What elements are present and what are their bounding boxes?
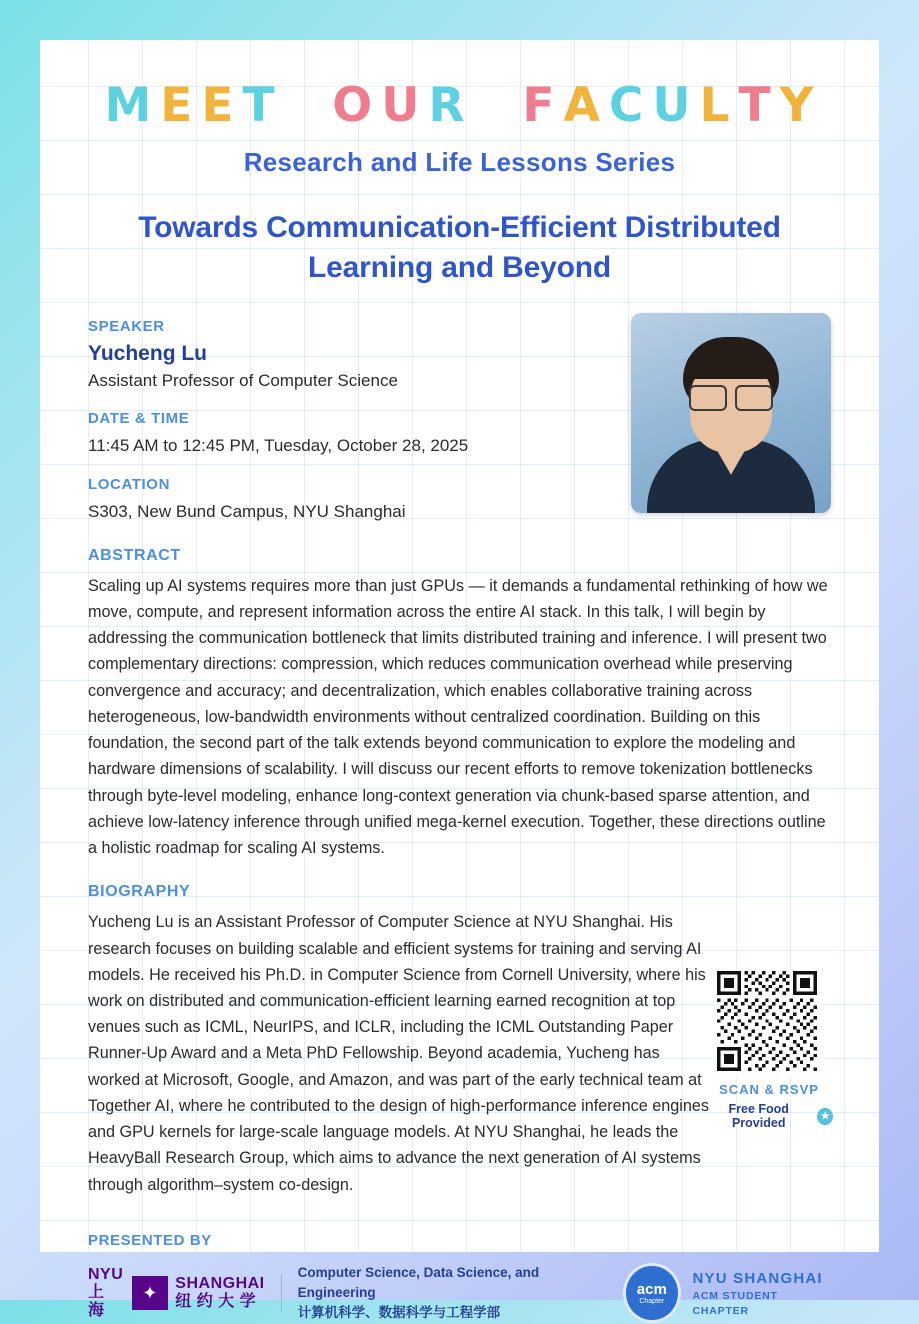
- free-food-label: Free Food Provided: [728, 1102, 789, 1131]
- location-label: LOCATION: [88, 476, 171, 494]
- abstract-label: ABSTRACT: [88, 546, 181, 564]
- nyu-logo-line1: NYU: [88, 1266, 124, 1284]
- datetime-value: 11:45 AM to 12:45 PM, Tuesday, October 28, 2025: [88, 436, 469, 456]
- rsvp-block[interactable]: [705, 969, 833, 1130]
- location-value: S303, New Bund Campus, NYU Shanghai: [88, 502, 406, 522]
- footer: [88, 1263, 831, 1324]
- poster-main-title: M E E T O U R F A C U L T Y: [104, 78, 815, 133]
- acm-chapter-logo: [623, 1263, 831, 1323]
- qr-code[interactable]: [715, 969, 823, 1077]
- talk-title: Towards Communication-Efficient Distributed Learning and Beyond: [138, 211, 781, 284]
- poster-subtitle: Research and Life Lessons Series: [243, 147, 676, 177]
- biography-block: [88, 883, 831, 1198]
- nyu-torch-icon: ✦: [132, 1276, 169, 1310]
- department-name-en: Computer Science, Data Science, and Engineering: [297, 1264, 540, 1301]
- datetime-label: DATE & TIME: [88, 410, 190, 428]
- footer-divider: [281, 1274, 282, 1312]
- acm-badge-sub: Chapter: [639, 1298, 665, 1306]
- event-poster: [40, 40, 879, 1321]
- nyu-logo-line3: SHANGHAI: [175, 1275, 265, 1293]
- speaker-name: Yucheng Lu: [88, 341, 208, 365]
- department-block: [298, 1263, 607, 1324]
- speaker-photo: [631, 313, 831, 513]
- food-pin-icon: ★: [817, 1108, 833, 1125]
- presented-by-label: PRESENTED BY: [88, 1231, 212, 1249]
- rsvp-caption: SCAN & RSVP: [719, 1082, 819, 1098]
- event-details: [88, 318, 831, 1324]
- acm-text-line2: ACM STUDENT CHAPTER: [692, 1290, 778, 1317]
- nyu-logo-line2: 上 海: [88, 1284, 105, 1320]
- speaker-role: Assistant Professor of Computer Science: [88, 370, 398, 390]
- abstract-text: Scaling up AI systems requires more than just GPUs — it demands a fundamental rethinking of how we move, compute, and represent information across the entire AI stack. In this talk, I will begin by addressing the communication bottleneck that limits distributed training and inference. I will present two complementary directions: compression, which reduces communication overhead while preserving convergence and accuracy; and decentralization, which enables collaborative training across heterogeneous, low-bandwidth environments without centralized coordination. Building on this foundation, the second part of the talk extends beyond communication to explore the modeling and hardware dimensions of scalability. I will discuss our recent efforts to remove tokenization bottlenecks through byte-level modeling, enhance long-context generation via chunk-based sparse attention, and achieve low-latency inference through unified mega-kernel execution. Together, these directions outline a holistic roadmap for scaling AI systems.: [88, 576, 828, 858]
- speaker-label: SPEAKER: [88, 317, 165, 335]
- department-name-zh: 计算机科学、数据科学与工程学部: [297, 1305, 501, 1321]
- biography-text: Yucheng Lu is an Assistant Professor of Computer Science at NYU Shanghai. His research focuses on building scalable and efficient systems for training and serving AI models. He received his Ph.D. in Computer Science from Cornell University, where his work on distributed and communication-efficient learning earned recognition at top venues such as ICML, NeurIPS, and ICLR, including the ICML Outstanding Paper Runner-Up Award and a Meta PhD Fellowship. Beyond academia, Yucheng has worked at Microsoft, Google, and Amazon, and was part of the early technical team at Together AI, where he contributed to the design of high-performance inference engines and GPU kernels for large-scale language models. At NYU Shanghai, he leads the HeavyBall Research Group, which aims to advance the next generation of AI systems through algorithm–system co-design.: [88, 913, 709, 1194]
- acm-badge-main: acm: [636, 1281, 667, 1299]
- nyu-shanghai-logo: [88, 1266, 265, 1320]
- nyu-logo-line4: 纽 约 大 学: [175, 1293, 257, 1311]
- acm-text-line1: NYU SHANGHAI: [692, 1270, 823, 1288]
- acm-badge-icon: [623, 1263, 680, 1323]
- biography-label: BIOGRAPHY: [88, 883, 191, 901]
- free-food-note: [705, 1102, 833, 1130]
